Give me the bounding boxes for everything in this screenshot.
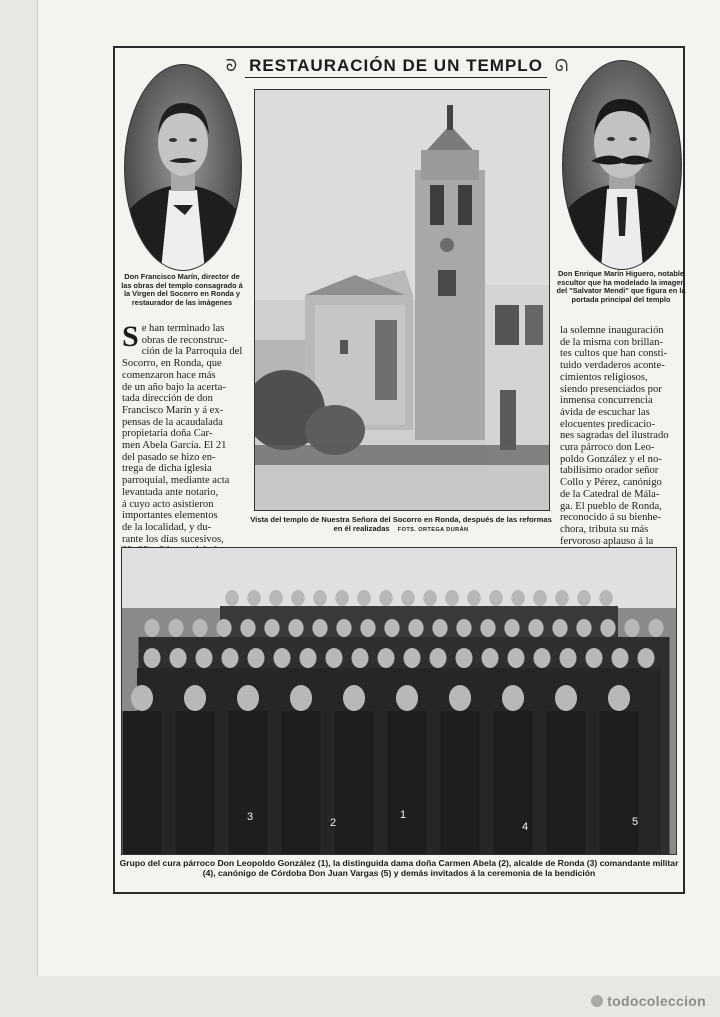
group-figure-head	[326, 648, 343, 668]
church-photo	[254, 89, 550, 511]
group-figure-head	[184, 685, 206, 711]
group-figure-head	[247, 590, 261, 606]
portrait-enrique-marin	[562, 60, 682, 270]
group-figure-head	[352, 648, 369, 668]
article-line: poldo González y el no-	[560, 453, 662, 465]
group-figure	[600, 711, 639, 854]
article-line: inmensa concurrencia	[560, 395, 653, 407]
group-figure-head	[480, 619, 495, 637]
group-figure	[388, 711, 427, 854]
watermark-text: todocoleccion	[607, 993, 706, 1009]
article-line: ción de la Parroquia del	[141, 346, 243, 358]
group-figure-head	[357, 590, 371, 606]
group-figure-head	[379, 590, 393, 606]
portrait-francisco-marin	[124, 64, 242, 271]
article-line: tada dirección de don	[122, 393, 213, 405]
group-figure-head	[396, 685, 418, 711]
ornament-right-icon: ᘏ	[554, 58, 569, 75]
group-figure-head	[343, 685, 365, 711]
group-figure-head	[560, 648, 577, 668]
group-figure	[335, 711, 374, 854]
group-figure-head	[482, 648, 499, 668]
group-person-number: 2	[330, 817, 337, 829]
group-figure	[282, 711, 321, 854]
group-figure-head	[432, 619, 447, 637]
group-figure-head	[534, 648, 551, 668]
group-figure-head	[312, 619, 327, 637]
group-figure-head	[313, 590, 327, 606]
article-left-column	[122, 320, 244, 557]
group-figure-head	[555, 685, 577, 711]
group-figure-head	[269, 590, 283, 606]
group-figure-head	[378, 648, 395, 668]
drop-cap: S	[122, 320, 139, 353]
group-figure-head	[401, 590, 415, 606]
page-title: RESTAURACIÓN DE UN TEMPLO	[245, 56, 547, 78]
portrait-left-caption: Don Francisco Marín, director de las obras del templo consagrado á la Virgen del Socorro en Ronda y restaurador de las imágenes	[121, 272, 243, 307]
article-right-column	[560, 325, 684, 559]
church-photo-caption	[250, 515, 552, 535]
group-person-number: 5	[632, 816, 639, 828]
article-line: chora, tributa su más	[560, 523, 649, 535]
group-figure-head	[240, 619, 255, 637]
group-figure	[123, 711, 162, 854]
group-figure-head	[511, 590, 525, 606]
article-line: propietaria doña Car-	[122, 428, 213, 440]
group-figure-head	[445, 590, 459, 606]
group-figure-head	[577, 590, 591, 606]
article-line: elocuentes predicacio-	[560, 418, 655, 430]
group-figure-head	[456, 648, 473, 668]
article-line: tuido verdaderos aconte-	[560, 360, 665, 372]
article-line: de la misma con brillan-	[560, 336, 663, 348]
article-line: la solemne inauguración	[560, 325, 664, 336]
portrait-right-caption: Don Enrique Marín Higuero, notable escultor que ha modelado la imagen del "Salvator Mendi" que figura en la portada principal del templo	[556, 269, 686, 304]
group-figure-head	[274, 648, 291, 668]
group-figure-head	[502, 685, 524, 711]
group-figure-head	[170, 648, 187, 668]
article-line: obras de reconstruc-	[141, 334, 228, 346]
group-figure	[547, 711, 586, 854]
title-block	[225, 52, 569, 82]
group-figure-head	[430, 648, 447, 668]
group-figure-head	[290, 685, 312, 711]
article-line: trega de dicha iglesia	[122, 463, 212, 475]
group-figure-head	[144, 619, 159, 637]
group-figure	[176, 711, 215, 854]
group-figure-head	[528, 619, 543, 637]
article-line: Francisco Marín y á ex-	[122, 404, 224, 416]
article-right-lines	[560, 325, 684, 559]
article-line: parroquial, mediante acta	[122, 475, 230, 487]
group-figure	[441, 711, 480, 854]
article-line: Collo y Pérez, canónigo	[560, 477, 662, 489]
group-figure-head	[192, 619, 207, 637]
group-figure-head	[248, 648, 265, 668]
group-figure-head	[449, 685, 471, 711]
group-figure-head	[586, 648, 603, 668]
article-line: comenzaron hace más	[122, 369, 216, 381]
group-figure-head	[131, 685, 153, 711]
article-line: men Abela García. El 21	[122, 440, 227, 452]
group-figure-head	[504, 619, 519, 637]
article-line: del pasado se hizo en-	[122, 451, 216, 463]
photo-credit: FOTS. ORTEGA DURÁN	[397, 527, 469, 534]
article-line: ga. El pueblo de Ronda,	[560, 500, 662, 512]
group-figure-head	[291, 590, 305, 606]
group-figure-head	[264, 619, 279, 637]
group-person-number: 1	[400, 809, 407, 821]
group-figure-head	[608, 685, 630, 711]
group-figure-head	[508, 648, 525, 668]
group-figure-head	[576, 619, 591, 637]
article-line: rante los días sucesivos,	[122, 533, 224, 545]
group-figure-head	[168, 619, 183, 637]
article-left-lines	[122, 320, 244, 557]
article-line: e han terminado las	[141, 323, 225, 334]
article-line: importantes elementos	[122, 510, 218, 522]
group-figure-head	[384, 619, 399, 637]
article-line: cimientos religiosos,	[560, 371, 648, 383]
group-figure-head	[555, 590, 569, 606]
article-line: tabilísimo orador señor	[560, 465, 659, 477]
group-figure-head	[489, 590, 503, 606]
group-figure-head	[467, 590, 481, 606]
article-line: de un año bajo la acerta-	[122, 381, 226, 393]
group-figure-head	[404, 648, 421, 668]
article-line: de la Catedral de Mála-	[560, 488, 660, 500]
article-line: cura párroco don Leo-	[560, 442, 655, 454]
group-figure-head	[196, 648, 213, 668]
group-figure-head	[423, 590, 437, 606]
group-figure-head	[336, 619, 351, 637]
article-line: pensas de la acaudalada	[122, 416, 223, 428]
group-figure-head	[456, 619, 471, 637]
article-line: fervoroso aplauso á la	[560, 535, 654, 547]
group-figure-head	[648, 619, 663, 637]
ornament-left-icon: ᘐ	[225, 58, 238, 75]
group-figure-head	[552, 619, 567, 637]
church-caption-text: Vista del templo de Nuestra Señora del Socorro en Ronda, después de las reformas en él realizadas	[250, 515, 552, 534]
article-line: siendo presenciados por	[560, 383, 662, 395]
article-line: de la localidad, y du-	[122, 521, 212, 533]
group-figure-head	[216, 619, 231, 637]
group-figure-head	[612, 648, 629, 668]
group-figure-head	[360, 619, 375, 637]
group-figure-head	[225, 590, 239, 606]
group-figure-head	[300, 648, 317, 668]
group-figure-head	[222, 648, 239, 668]
group-figure	[229, 711, 268, 854]
article-line: á cuyo acto asistieron	[122, 498, 214, 510]
article-line: levantada ante notario,	[122, 486, 219, 498]
group-figure-head	[408, 619, 423, 637]
group-photo	[121, 547, 677, 855]
group-person-number: 3	[247, 811, 254, 823]
group-photo-caption: Grupo del cura párroco Don Leopoldo González (1), la distinguida dama doña Carmen Abela (2), alcalde de Ronda (3) comandante militar (4), canónigo de Córdoba Don Juan Vargas (5) y demás invitados á la ceremonia de la bendición	[119, 858, 679, 878]
watermark-logo-icon	[591, 995, 603, 1007]
group-person-number: 4	[522, 821, 529, 833]
group-figure-head	[600, 619, 615, 637]
group-figure-head	[144, 648, 161, 668]
article-line: nes sagradas del ilustrado	[560, 430, 669, 442]
article-line: reconocido á su bienhe-	[560, 512, 661, 524]
group-figure-head	[638, 648, 655, 668]
group-figure-head	[288, 619, 303, 637]
group-figure-head	[533, 590, 547, 606]
watermark	[591, 993, 706, 1009]
group-figure-head	[624, 619, 639, 637]
group-figure-head	[335, 590, 349, 606]
article-line: ávida de escuchar las	[560, 406, 650, 418]
group-figure-head	[237, 685, 259, 711]
group-figure-head	[599, 590, 613, 606]
article-line: Socorro, en Ronda, que	[122, 358, 222, 370]
article-line: tes cultos que han consti-	[560, 348, 668, 360]
